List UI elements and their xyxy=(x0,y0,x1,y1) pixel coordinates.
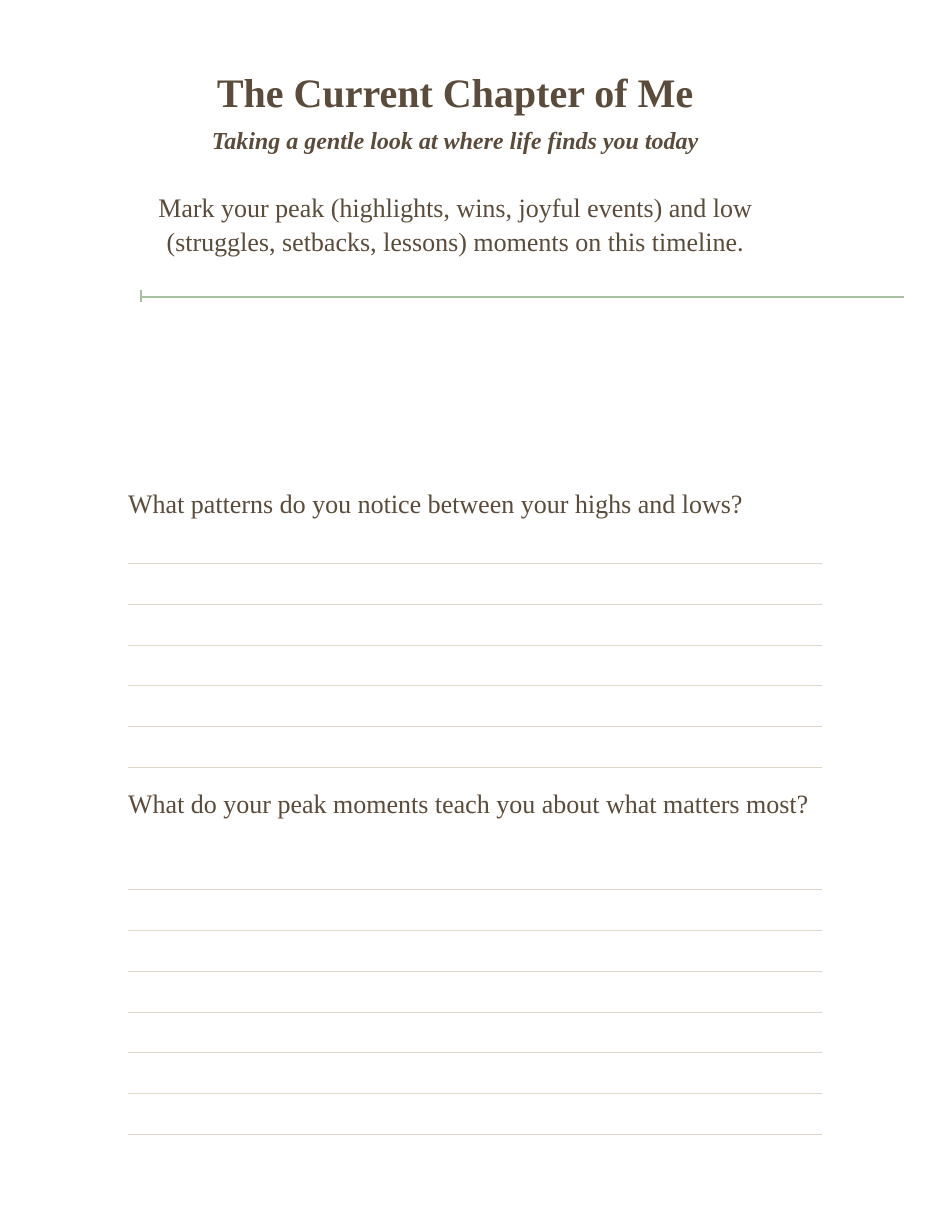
timeline-line xyxy=(140,296,904,298)
timeline-instructions: Mark your peak (highlights, wins, joyful events) and low (struggles, setbacks, lessons) moments on this timeline. xyxy=(158,194,752,257)
writing-line[interactable] xyxy=(128,889,822,890)
writing-line[interactable] xyxy=(128,604,822,605)
writing-line[interactable] xyxy=(128,971,822,972)
page-title: The Current Chapter of Me xyxy=(216,71,694,116)
reflection-question-2: What do your peak moments teach you about what matters most? xyxy=(128,790,809,819)
writing-line[interactable] xyxy=(128,685,822,686)
writing-line[interactable] xyxy=(128,1012,822,1013)
writing-line[interactable] xyxy=(128,563,822,564)
writing-line[interactable] xyxy=(128,1134,822,1135)
writing-line[interactable] xyxy=(128,767,822,768)
writing-line[interactable] xyxy=(128,930,822,931)
writing-line[interactable] xyxy=(128,726,822,727)
writing-line[interactable] xyxy=(128,645,822,646)
writing-line[interactable] xyxy=(128,1052,822,1053)
page-subtitle: Taking a gentle look at where life finds you today xyxy=(211,129,699,155)
writing-line[interactable] xyxy=(128,1093,822,1094)
reflection-question-1: What patterns do you notice between your highs and lows? xyxy=(128,490,743,519)
timeline[interactable] xyxy=(140,290,904,302)
